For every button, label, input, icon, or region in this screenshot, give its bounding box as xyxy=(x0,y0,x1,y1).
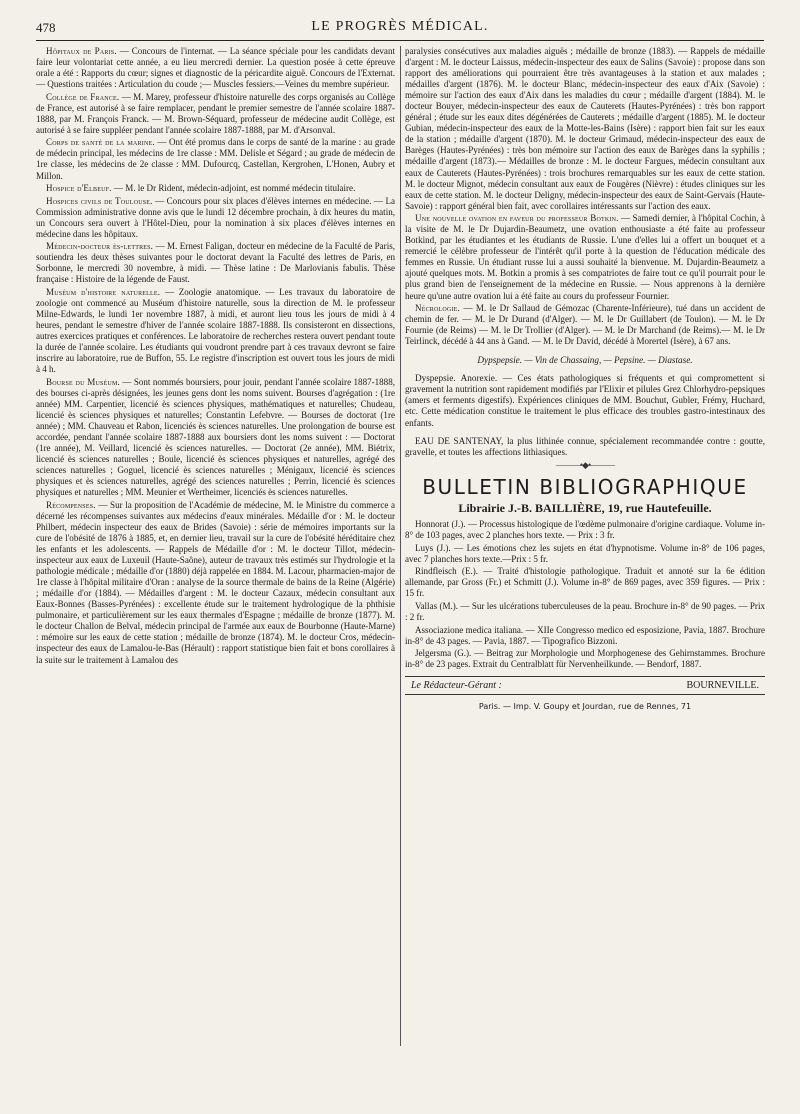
bulletin-publisher: Librairie J.-B. BAILLIÈRE, 19, rue Hautefeuille. xyxy=(458,501,712,516)
article-heading: Muséum d'histoire naturelle. xyxy=(46,286,161,297)
right-column-news xyxy=(405,46,765,347)
editor-signature xyxy=(405,676,765,695)
page-number: 478 xyxy=(36,20,56,35)
article-text: — Ont été promus dans le corps de santé de la marine : au grade de médecin principal, les médecins de 1re classe : MM. Delisle et Ségard ; au grade de médecin de 1re classe, les médecins de 2e classe : MM. Dufourcq, Castellan, Kergrohen, L'Honen, Aubry et Millon. xyxy=(36,137,395,181)
ad-chassaing: Dypspepsie. — Vin de Chassaing, — Pepsine. — Diastase. xyxy=(477,354,693,365)
article-paragraph xyxy=(36,183,395,194)
article-heading: Collège de France. xyxy=(46,91,120,102)
article-paragraph xyxy=(36,500,395,666)
right-column xyxy=(405,46,765,1106)
article-paragraph xyxy=(405,213,765,301)
article-heading: Nécrologie. xyxy=(415,303,460,314)
left-column xyxy=(36,46,395,1106)
article-heading: Hospice d'Elbeuf. xyxy=(46,183,112,194)
article-heading: Bourse du Muséum. xyxy=(46,376,120,387)
signature-name: BOURNEVILLE. xyxy=(686,680,759,692)
article-paragraph xyxy=(405,303,765,347)
article-paragraph xyxy=(36,92,395,136)
bibliography-entry: Jelgersma (G.). — Beitrag zur Morphologie und Morphogenese des Gehirnstammes. Brochure in-8° de 23 pages. Extrait du Centralblatt für Nervenheilkunde. — Bendorf, 1887. xyxy=(405,648,765,670)
bibliography-entry: Rindfleisch (E.). — Traité d'histologie pathologique. Traduit et annoté sur la 6e édition allemande, par Gross (Fr.) et Schmitt (J.). Volume in-8° de 869 pages, avec 359 figures. — Prix : 15 fr. xyxy=(405,566,765,599)
page-header xyxy=(36,14,764,41)
article-text: — Concours pour six places d'élèves internes en médecine. — La Commission administrative donne avis que le lundi 12 décembre prochain, à dix heures du matin, un Concours sera ouvert à l'Hôtel-Dieu, pour la nomination à six places d'élèves internes en médecine dans les hôpitaux. xyxy=(36,195,395,239)
article-paragraph xyxy=(405,46,765,212)
article-text: — Samedi dernier, à l'hôpital Cochin, à la visite de M. le Dr Dujardin-Beaumetz, une ovation enthousiaste a été faite au professeur Botkind, par les étudiantes et les étudiants de Russie. L'une d'elles lui a offert un bouquet et a remercié le célèbre professeur de l'intérêt qu'il porte à la question de l'éducation médicale des femmes en Russie. Un étudiant russe lui a aussi souhaité la bienvenue. M. Dujardin-Beaumetz a ajouté quelques mots. M. Botkin a promis à ses compatriotes de faire tout ce qu'il pourrait pour le plus grand bien de l'enseignement de la médecine en Russie. — Nous apprenons à la dernière heure qu'une autre ovation lui a été faite au cours du professeur Fournier. xyxy=(405,213,765,301)
article-text: — Zoologie anatomique. — Les travaux du laboratoire de zoologie ont commencé au Muséum d'histoire naturelle, sous la direction de M. le professeur Milne-Edwards, le lundi 1er novembre 1887, à midi, et auront lieu tous les jours de midi à 4 heures, pendant le semestre d'hiver de l'année scolaire 1887-1888. Ils consisteront en dissections, autres exercices pratiques et conférences. Le laboratoire de recherches restera ouvert pendant toute la durée de l'année scolaire. Les étudiants qui voudront prendre part à ces travaux devront se faire inscrire au laboratoire, rue de Buffon, 55. Le registre d'inscription est ouvert tous les jours de midi à 4 h. xyxy=(36,286,395,375)
signature-label: Le Rédacteur-Gérant : xyxy=(411,680,502,692)
article-heading: Hôpitaux de Paris. xyxy=(46,46,117,56)
article-heading: Médecin-docteur ès-lettres. xyxy=(46,241,154,252)
article-text: — M. Marey, professeur d'histoire naturelle des corps organisés au Collège de France, est autorisé à se faire remplacer, pendant le premier semestre de l'année scolaire 1887-1888, par M. François Franck. — M. Brown-Séquard, professeur de médecine audit Collège, est autorisé à se faire suppléer pendant l'année scolaire 1887-1888, par M. d'Arsonval. xyxy=(36,91,395,135)
printer-imprint: Paris. — Imp. V. Goupy et Jourdan, rue de Rennes, 71 xyxy=(478,702,692,712)
article-text: paralysies consécutives aux maladies aiguës ; médaille de bronze (1883). — Rappels de médaille d'argent : M. le docteur Laissus, médecin-inspecteur des eaux de Salins (Savoie) : propose dans son rapport des améliorations qui pourraient être très avantageuses à la station et aux malades ; médailles d'argent (1876). M. le docteur Blanc, médecin-inspecteur des eaux d'Aix (Savoie) : mémoire sur l'action des eaux d'Aix dans les maladies du cœur ; médaille d'argent (1884). M. le docteur Bouyer, médecin-inspecteur des eaux de Cauterets (Hautes-Pyrénées) : très bon rapport général ; étude sur les eaux dites dégénérées de Cauterets ; médaille d'argent (1885). M. le docteur Gubian, médecin-inspecteur des eaux de la Motte-les-Bains (Isère) : rapport bien fait sur les eaux de la station ; médaille d'argent (1870). M. le docteur Grimaud, médecin-inspecteur des eaux de Barèges (Hautes-Pyrénées) : très bon mémoire sur l'action des eaux de Barèges dans la syphilis ; médaille d'argent (1873).— Médailles de bronze : M. le docteur Fargues, médecin consultant aux eaux de Cauterets (Hautes-Pyrénées) : trois brochures remarquables sur les eaux de cette station. M. le docteur Mignot, médecin consultant aux eaux de Fougères (Nièvre) : études cliniques sur les eaux de cette station. M. le docteur Deligny, médecin-inspecteur des eaux de Saint-Gervais (Haute-Savoie) : rapport général bien fait, avec corollaires intéressants sur l'action des eaux. xyxy=(405,46,765,211)
article-heading: Une nouvelle ovation en faveur du professeur Botkin. xyxy=(415,213,619,224)
article-text: — Concours de l'internat. — La séance spéciale pour les candidats devant faire leur volontariat cette année, a eu lieu mercredi dernier. La question posée à cette épreuve orale a été : Rapports du cœur; signes et diagnostic de la péricardite aiguë. Concours de l'Externat. — Questions traitées : Articulation du coude ;— Muscles fessiers.—Veines du membre supérieur. xyxy=(36,46,395,90)
bibliography-entry: Associazione medica italiana. — XIIe Congresso medico ed esposizione, Pavia, 1887. Brochure in-8° de 43 pages. — Pavia, 1887. — Tipografico Bizzoni. xyxy=(405,624,765,646)
article-paragraph xyxy=(36,287,395,375)
running-title: LE PROGRÈS MÉDICAL. xyxy=(311,19,489,34)
ornament-divider: ———•◆•——— xyxy=(555,460,615,471)
bibliography-list xyxy=(405,519,765,670)
article-paragraph xyxy=(36,377,395,499)
column-divider xyxy=(400,46,401,1046)
article-heading: Corps de santé de la marine. xyxy=(46,137,155,148)
bibliography-entry: Luys (J.). — Les émotions chez les sujets en état d'hypnotisme. Volume in-8° de 106 pages, avec 7 planches hors texte.—Prix : 5 fr. xyxy=(405,542,765,564)
ad-grez: Dyspepsie. Anorexie. — Ces états pathologiques si fréquents et qui compromettent si gravement la nutrition sont rapidement modifiés par l'Elixir et pilules Grez Chlorhydro-pepsiques (amers et ferments digestifs). Expériences cliniques de MM. Bouchut, Gubler, Frémy, Huchard, etc. Cette médication constitue le traitement le plus efficace des troubles gastro-intestinaux des enfants. xyxy=(405,373,765,428)
article-paragraph xyxy=(36,196,395,240)
bibliography-entry: Vallas (M.). — Sur les ulcérations tuberculeuses de la peau. Brochure in-8° de 90 pages. — Prix : 2 fr. xyxy=(405,601,765,623)
ad-santenay: EAU DE SANTENAY, la plus lithinée connue, spécialement recommandée contre : goutte, gravelle, et toutes les affections lithiasiques. xyxy=(405,436,765,458)
article-paragraph xyxy=(36,46,395,90)
article-heading: Récompenses. xyxy=(46,499,96,510)
article-text: — M. Ernest Faligan, docteur en médecine de la Faculté de Paris, soutiendra les deux thèses suivantes pour le doctorat devant la Faculté des lettres de Paris, en Sorbonne, le mercredi 30 novembre, à midi. — Thèse latine : De Marlovianis fabulis. Thèse française : Histoire de la légende de Faust. xyxy=(36,241,395,285)
bibliography-entry: Honnorat (J.). — Processus histologique de l'œdème pulmonaire d'origine cardiaque. Volume in-8° de 103 pages, avec 2 planches hors texte. — Prix : 3 fr. xyxy=(405,519,765,541)
article-heading: Hospices civils de Toulouse. xyxy=(46,195,153,206)
article-text: — Sur la proposition de l'Académie de médecine, M. le Ministre du commerce a décerné les récompenses suivantes aux médecins d'eaux minérales. Médaille d'or : M. le docteur Philbert, médecin inspecteur des eaux de Brides (Savoie) : série de mémoires importants sur la cure de l'obésité de 1876 à 1885, et, en dernier lieu, travail sur la cure de l'obésité héréditaire chez les enfants et les adolescents. — Rappels de Médaille d'or : M. le docteur Tillot, médecin-inspecteur aux eaux de Luxeuil (Haute-Saône), auteur de travaux très estimés sur l'hydrologie et la pathologie médicale ; médaille d'or (1880) déjà rappelée en 1884. M. Lacour, pharmacien-major de 1re classe à l'hôpital militaire d'Oran : analyse de la source thermale de bains de la Reine (Algérie) ; médaille d'or (1884). — Médailles d'argent : M. le docteur Cazaux, médecin consultant aux Eaux-Bonnes (Basses-Pyrénées) : excellente étude sur le traitement hydrologique de la phthisie pulmonaire, et particulièrement sur les eaux thermales d'Espagne ; médaille de bronze (1877). M. le docteur Challon de Belval, médecin principal de l'armée aux eaux de Bourbonne (Haute-Marne) : mémoire sur les eaux de cette station ; médaille de bronze (1874). M. le docteur Cros, médecin-inspecteur des eaux de Lamalou-le-Bas (Hérault) : rapport statistique bien fait et bons corollaires à la suite sur le traitement à Lamalou des xyxy=(36,499,395,665)
article-text: — M. le Dr Sallaud de Gémozac (Charente-Inférieure), tué dans un accident de chemin de fer. — M. le Dr Durand (d'Alger). — M. le Dr Guillabert (de Toulon). — M. le Dr Fournie (de Reims) — M. le Dr Trollier (d'Alger). — M. le Dr Marchand (de Reims).— M. le Dr Teirlinck, décédé à 44 ans à Gand. — M. le Dr David, décédé à Morertel (Isère), à 67 ans. xyxy=(405,303,765,347)
article-paragraph xyxy=(36,241,395,285)
article-text: — Sont nommés boursiers, pour jouir, pendant l'année scolaire 1887-1888, des bourses ci-après désignées, les jeunes gens dont les noms suivent. Bourses d'agrégation : (1re année) MM. Carpentier, licencié ès sciences physiques, mathématiques et naturelles; Chudeau, licencié ès sciences physiques et naturelles; Constantin Lefebvre. — Bourses de doctorat (1re année) ; MM. Chauveau et Rabon, licenciés ès sciences naturelles. Une prolongation de bourse est accordée, pendant l'année scolaire 1887-1888 aux boursiers dont les noms suivent : — Doctorat (1re année), M. Veillard, licencié ès sciences naturelles. — Doctorat (2e année), MM. Biétrix, licencié ès sciences naturelles ; Boule, licencié ès sciences physiques et naturelles, agrégé des sciences naturelles ; Goguel, licencié ès sciences naturelles ; Ménigaux, licencié ès sciences physiques et ès sciences naturelles, agrégé des sciences naturelles ; Perrin, licencié ès sciences physiques et naturelles ; MM. Meunier et Wertheimer, licenciés ès sciences naturelles. xyxy=(36,376,395,498)
article-text: — M. le Dr Rident, médecin-adjoint, est nommé médecin titulaire. xyxy=(111,183,356,194)
article-paragraph xyxy=(36,137,395,181)
bulletin-title: BULLETIN BIBLIOGRAPHIQUE xyxy=(422,475,748,500)
